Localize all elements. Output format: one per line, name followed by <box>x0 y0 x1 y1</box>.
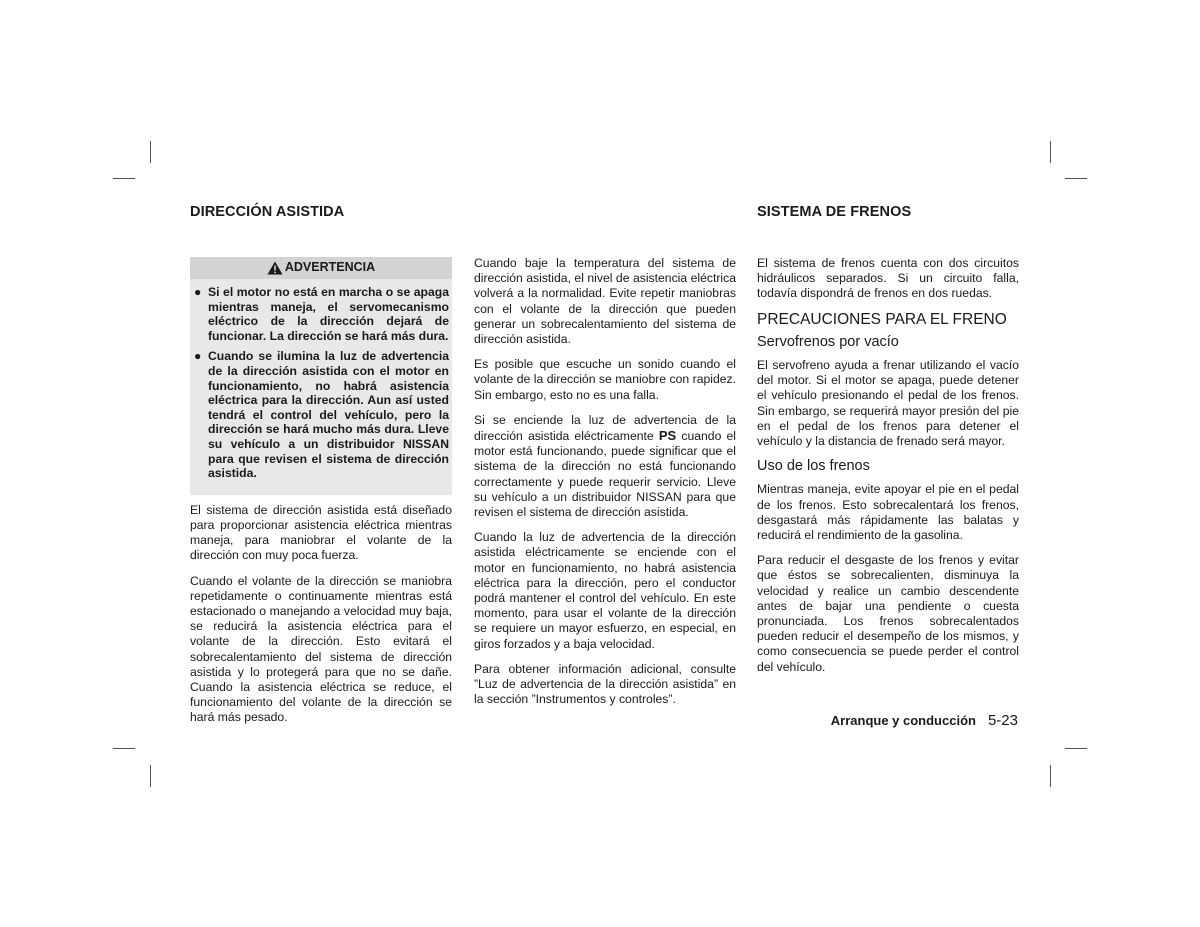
warning-header <box>190 257 452 279</box>
right-column <box>757 256 1019 685</box>
crop-mark <box>113 748 135 749</box>
crop-mark <box>1065 748 1087 749</box>
warning-triangle-icon <box>267 261 283 275</box>
subheading-servofrenos: Servofrenos por vacío <box>757 333 899 350</box>
crop-mark <box>1065 178 1087 179</box>
subheading-uso-frenos: Uso de los frenos <box>757 458 870 475</box>
page-number: 5-23 <box>987 712 1018 729</box>
paragraph: Mientras maneja, evite apoyar el pie en el pedal de los frenos. Esto sobrecalentará los frenos, desgastará más rápidamente las balatas y reducirá el rendimiento de la gasolina. <box>757 482 1019 543</box>
section-title-frenos: SISTEMA DE FRENOS <box>757 204 912 220</box>
warning-item <box>190 285 452 343</box>
left-column <box>190 257 452 736</box>
warning-list <box>190 285 452 481</box>
warning-item-text: Cuando se ilumina la luz de advertencia de la dirección asistida con el motor en funcionamiento, no habrá asistencia eléctrica para la dirección. Aun así usted tendrá el control del vehículo, pero la dirección se hará mucho más dura. Lleve su vehículo a un distribuidor NISSAN para que revisen el sistema de dirección asistida. <box>208 349 449 481</box>
warning-box <box>190 257 452 495</box>
bullet-icon: ● <box>194 285 202 299</box>
middle-column <box>474 256 736 717</box>
paragraph: Cuando el volante de la dirección se maniobra repetidamente o continuamente mientras está estacionado o manejando a velocidad muy baja, se reducirá la asistencia eléctrica para el volante de la dirección. Esto evitará el sobrecalentamiento del sistema de dirección asistida y lo protegerá para que no se dañe. Cuando la asistencia eléctrica se reduce, el funcionamiento del volante de la dirección se hará más pesado. <box>190 573 452 725</box>
paragraph: Para obtener información adicional, consulte ”Luz de advertencia de la dirección asistida” en la sección ”Instrumentos y controles”. <box>474 661 736 707</box>
warning-title: ADVERTENCIA <box>284 260 376 275</box>
paragraph-text: Si se enciende la luz de advertencia de la dirección asistida eléctricamente <box>474 412 736 444</box>
footer-section-title: Arranque y conducción <box>830 713 976 728</box>
bullet-icon: ● <box>194 349 202 364</box>
warning-item-text: Si el motor no está en marcha o se apaga mientras maneja, el servomecanismo eléctrico de la dirección dejará de funcionar. La dirección se hará más dura. <box>208 285 449 343</box>
paragraph: El servofreno ayuda a frenar utilizando el vacío del motor. Si el motor se apaga, puede detener el vehículo presionando el pedal de los frenos. Sin embargo, se requerirá mayor presión del pie en el pedal de los frenos para detener el vehículo y la distancia de frenado será mayor. <box>757 358 1019 449</box>
paragraph-text: cuando el motor está funcionando, puede significar que el sistema de la dirección no está funcionando correctamente y puede requerir servicio. Lleve su vehículo a un distribuidor NISSAN para que revisen el sistema de dirección asistida. <box>474 429 737 520</box>
paragraph: Es posible que escuche un sonido cuando el volante de la dirección se maniobre con rapidez. Sin embargo, esto no es una falla. <box>474 357 736 402</box>
crop-mark <box>1050 141 1051 163</box>
heading-precauciones: PRECAUCIONES PARA EL FRENO <box>757 310 1007 328</box>
paragraph: Cuando baje la temperatura del sistema de dirección asistida, el nivel de asistencia eléctrica volverá a la normalidad. Evite repetir maniobras con el volante de la dirección que pueden generar un sobrecalentamiento del sistema de dirección asistida. <box>474 256 736 347</box>
crop-mark <box>150 141 151 163</box>
paragraph <box>474 413 736 520</box>
ps-symbol: PS <box>658 428 677 444</box>
paragraph: El sistema de dirección asistida está diseñado para proporcionar asistencia eléctrica mientras maneja, para maniobrar el volante de la dirección con muy poca fuerza. <box>190 502 452 563</box>
section-title-direccion: DIRECCIÓN ASISTIDA <box>190 204 345 220</box>
paragraph: El sistema de frenos cuenta con dos circuitos hidráulicos separados. Si un circuito falla, todavía dispondrá de frenos en dos ruedas. <box>757 256 1019 301</box>
warning-item <box>190 349 452 480</box>
crop-mark <box>150 765 151 787</box>
crop-mark <box>113 178 135 179</box>
page-footer <box>831 712 1018 729</box>
paragraph: Cuando la luz de advertencia de la dirección asistida eléctricamente se enciende con el motor en funcionamiento, no habrá asistencia eléctrica para la dirección, pero el conductor podrá mantener el control del vehículo. En este momento, para usar el volante de la dirección se requiere un mayor esfuerzo, en especial, en giros forzados y a baja velocidad. <box>474 530 736 651</box>
paragraph: Para reducir el desgaste de los frenos y evitar que éstos se sobrecalienten, disminuya la velocidad y realice un cambio descendente antes de bajar una pendiente o cuesta pronunciada. Los frenos sobrecalentados pueden reducir el desempeño de los mismos, y como consecuencia se puede perder el control del vehículo. <box>757 553 1019 674</box>
crop-mark <box>1050 765 1051 787</box>
